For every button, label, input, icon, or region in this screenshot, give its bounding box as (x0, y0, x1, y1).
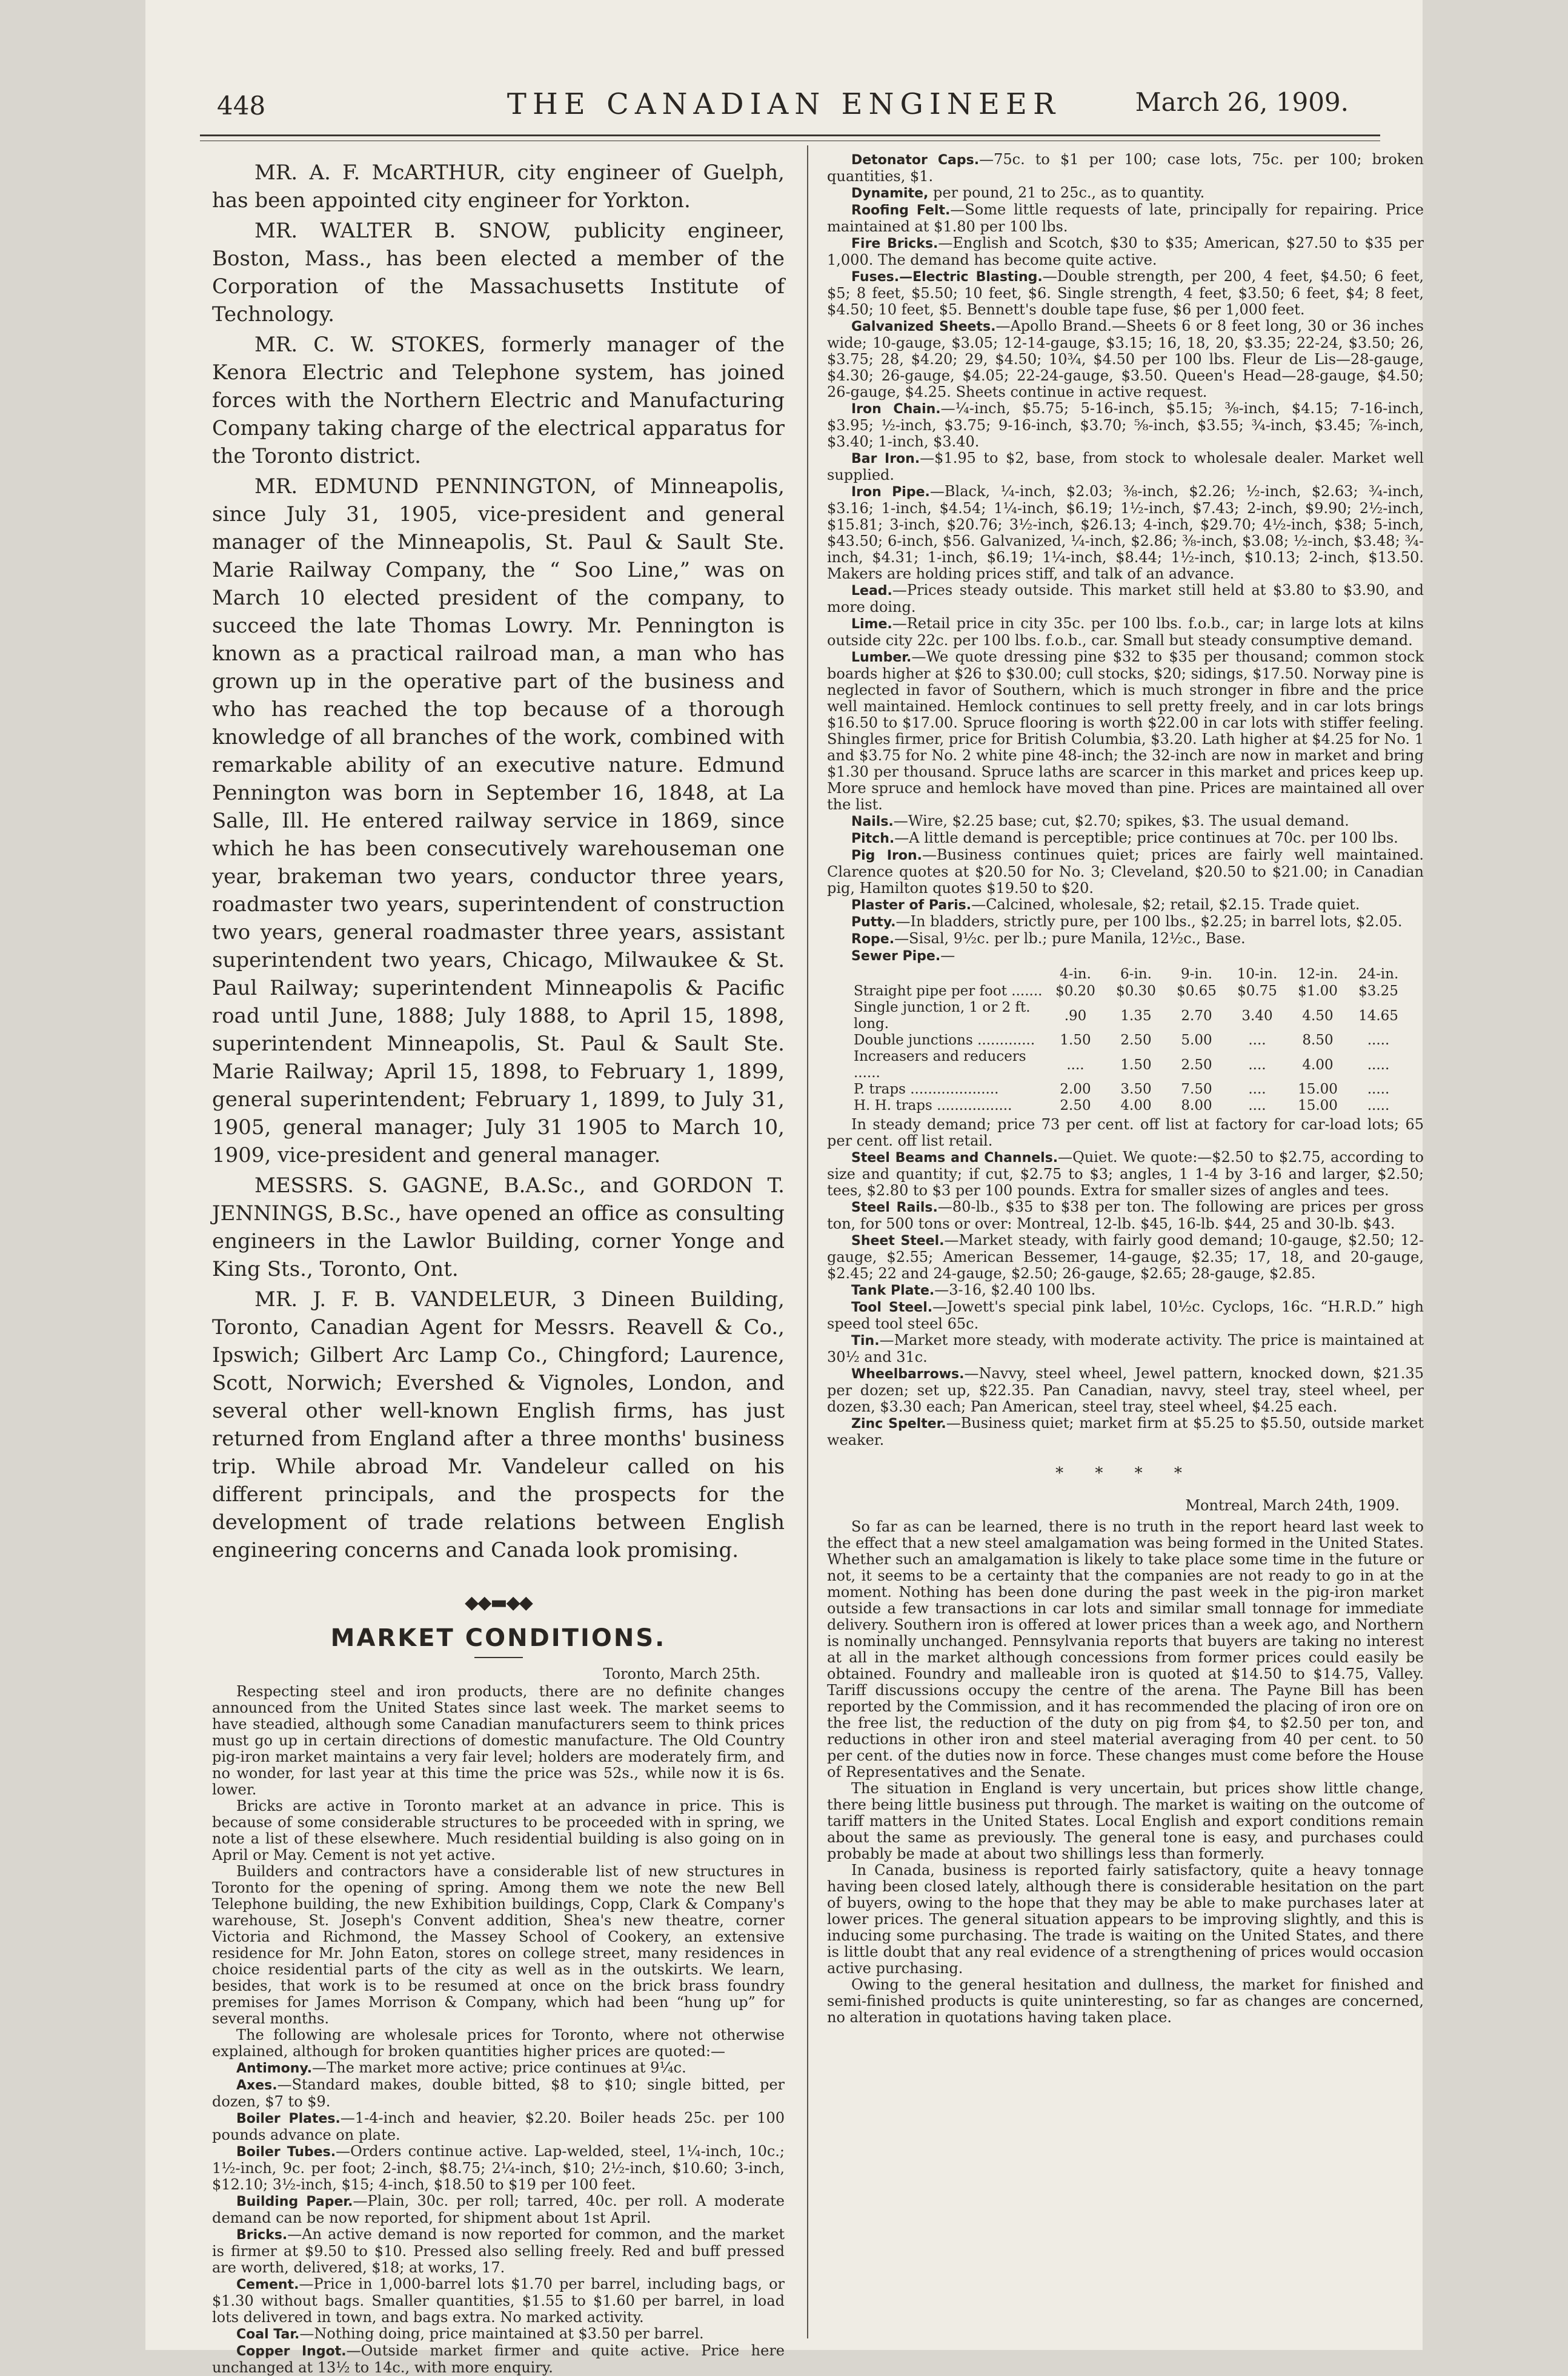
commodity-name: Lead. (851, 583, 892, 599)
pipe-item-name: Single junction, 1 or 2 ft. long. (854, 1000, 1031, 1032)
commodity-quote: —Jowett's special pink label, 10½c. Cyclops, 16c. “H.R.D.” high speed tool steel 65c. (827, 1298, 1424, 1332)
pipe-item-name: Straight pipe per foot ....... (854, 983, 1043, 999)
price-item (827, 1199, 1424, 1232)
price-item (212, 2226, 785, 2276)
left-column (212, 159, 785, 2376)
commodity-quote: —80-lb., $35 to $38 per ton. The following are prices per gross ton, for 500 tons or over: Montreal, 12-lb. $45, 16-lb. $44, 25 and 30-lb. $43. (827, 1198, 1424, 1232)
pipe-price: .90 (1064, 1007, 1087, 1024)
price-item (212, 2343, 785, 2376)
price-item (827, 931, 1424, 947)
commodity-name: Nails. (851, 814, 894, 829)
commodity-name: Rope. (851, 932, 895, 947)
paragraph: The situation in England is very uncertain, but prices show little change, there being little business put through. The market is waiting on the outcome of tariff matters in the United States. Local English and export conditions remain about the same as previously. The general tone is easy, and purchases could probably be made at about two shillings less than formerly. (827, 1780, 1424, 1862)
commodity-quote: —Retail price in city 35c. per 100 lbs. f.o.b., car; in large lots at kilns outside city 22c. per 100 lbs. f.o.b., car. Small but steady consumptive demand. (827, 615, 1424, 649)
price-item (827, 616, 1424, 649)
price-item (212, 2110, 785, 2143)
commodity-quote: — (940, 947, 955, 964)
journal-page (145, 0, 1424, 2376)
commodity-quote: —3-16, $2.40 100 lbs. (934, 1281, 1096, 1298)
commodity-quote: —Sisal, 9½c. per lb.; pure Manila, 12½c., Base. (894, 930, 1246, 947)
commodity-quote: —Double strength, per 200, 4 feet, $4.50; 6 feet, $5; 8 feet, $5.50; 10 feet, $6. Single strength, 4 feet, $3.50; 6 feet, $4; 8 feet, $4.50; 10 feet, $5. Bennett's double tape fuse, $6 per 1,000 feet. (827, 268, 1424, 318)
price-item (827, 1232, 1424, 1282)
commodity-name: Building Paper. (236, 2194, 353, 2209)
commodity-name: Antimony. (236, 2061, 313, 2076)
commodity-name: Iron Pipe. (851, 485, 930, 500)
price-item (827, 813, 1424, 830)
table-header-cell: 9-in. (1181, 966, 1212, 982)
commodity-quote: —Outside market firmer and quite active. Price here unchanged at 13½ to 14c., with more enquiry. (212, 2342, 785, 2376)
right-column (827, 151, 1424, 2026)
pipe-price: 15.00 (1298, 1098, 1338, 1113)
price-item (827, 1415, 1424, 1448)
commodity-name: Dynamite, (851, 186, 929, 201)
pipe-price: .... (1248, 1098, 1266, 1113)
table-row (851, 1000, 1409, 1032)
header-rule (200, 134, 1380, 136)
commodity-quote: —$1.95 to $2, base, from stock to wholesale dealer. Market well supplied. (827, 450, 1424, 483)
table-row (851, 1032, 1409, 1049)
paragraph: Owing to the general hesitation and dullness, the market for finished and semi-finished products is quite uninteresting, so far as changes are concerned, no alteration in quotations having taken place. (827, 1976, 1424, 2026)
price-item (827, 947, 1424, 964)
pipe-price: 2.50 (1120, 1032, 1152, 1048)
commodity-name: Fuses.—Electric Blasting. (851, 270, 1043, 285)
commodity-quote: —Some little requests of late, principally for repairing. Price maintained at $1.80 per 100 lbs. (827, 201, 1424, 235)
column-divider (807, 145, 808, 2338)
pipe-price: 7.50 (1181, 1081, 1212, 1097)
pipe-price: 1.35 (1120, 1007, 1152, 1024)
pipe-price: 2.00 (1060, 1081, 1091, 1097)
commodity-quote: —An active demand is now reported for common, and the market is firmer at $9.50 to $10. Pressed also selling freely. Red and buff pressed are worth, delivered, $18; at works, 17. (212, 2226, 785, 2276)
pipe-price: 2.70 (1181, 1007, 1212, 1024)
commodity-name: Lime. (851, 617, 892, 632)
pipe-price: 8.00 (1181, 1098, 1212, 1113)
commodity-quote: —English and Scotch, $30 to $35; American, $27.50 to $35 per 1,000. The demand has become quite active. (827, 234, 1424, 268)
price-item (827, 1332, 1424, 1366)
table-header-cell: 6-in. (1120, 966, 1152, 982)
price-item (212, 2143, 785, 2193)
price-item (212, 2326, 785, 2343)
commodity-name: Coal Tar. (236, 2327, 300, 2342)
table-header-cell: 24-in. (1358, 966, 1399, 982)
price-item (827, 847, 1424, 897)
commodity-name: Tool Steel. (851, 1300, 933, 1315)
commodity-name: Plaster of Paris. (851, 898, 972, 913)
pipe-price: ..... (1367, 1032, 1390, 1048)
pipe-price: .... (1248, 1081, 1266, 1097)
commodity-name: Galvanized Sheets. (851, 319, 996, 334)
commodity-name: Roofing Felt. (851, 203, 951, 218)
pipe-price: 1.50 (1060, 1032, 1091, 1048)
journal-title: THE CANADIAN ENGINEER (507, 87, 1061, 121)
section-separator: * * * * (1055, 1464, 1195, 1482)
pipe-price: 8.50 (1302, 1032, 1334, 1048)
commodity-quote: —Plain, 30c. per roll; tarred, 40c. per roll. A moderate demand can be now reported, for shipment about 1st April. (212, 2192, 785, 2226)
price-item (212, 2060, 785, 2077)
price-item (827, 151, 1424, 185)
commodity-quote: —Prices steady outside. This market still held at $3.80 to $3.90, and more doing. (827, 582, 1424, 616)
commodity-name: Wheelbarrows. (851, 1367, 965, 1382)
paragraph: Builders and contractors have a considerable list of new structures in Toronto for the opening of spring. Among them we note the new Bell Telephone building, the new Exhibition buildings, Copp, Clark & Company's warehouse, St. Joseph's Convent addition, Shea's new theatre, corner Victoria and Richmond, the Massey School of Cookery, an extensive residence for Mr. John Eaton, stores on college street, many residences in choice residential parts of the city as well as in the outskirts. We learn, besides, that work is to be resumed at once on the brick brass foundry premises for James Morrison & Company, which had been “hung up” for several months. (212, 1863, 785, 2027)
personal-item: MR. C. W. STOKES, formerly manager of the Kenora Electric and Telephone system, has joined forces with the Northern Electric and Manufacturing Company taking charge of the electrical apparatus for the Toronto district. (212, 333, 785, 468)
pipe-price: 14.65 (1358, 1007, 1398, 1024)
pipe-price: $0.75 (1237, 983, 1277, 999)
commodity-name: Copper Ingot. (236, 2344, 347, 2359)
commodity-name: Boiler Plates. (236, 2111, 341, 2126)
price-item (827, 483, 1424, 582)
pipe-price: ..... (1367, 1057, 1390, 1073)
commodity-quote: —We quote dressing pine $32 to $35 per thousand; common stock boards higher at $26 to $30.00; cull stocks, $20; sidings, $17.50. Norway pine is neglected in favor of Southern, which is much stronger in fibre and the price well maintained. Hemlock continues to sell pretty freely, and in car lots brings $16.50 to $17.00. Spruce flooring is worth $22.00 in car lots with stiffer feeling. Shingles firmer, price for British Columbia, $3.20. Lath higher at $4.25 for No. 1 and $3.75 for No. 2 white pine 48-inch; the 32-inch are now in market and bring $1.30 per thousand. Spruce laths are scarcer in this market and prices keep up. More spruce and hemlock have moved than pine. Prices are maintained all over the list. (827, 648, 1424, 813)
page-number: 448 (217, 91, 266, 121)
price-item (827, 1299, 1424, 1332)
personal-item: MR. A. F. McARTHUR, city engineer of Guelph, has been appointed city engineer for Yorkton. (212, 161, 785, 213)
paragraph: So far as can be learned, there is no truth in the report heard last week to the effect that a new steel amalgamation was being formed in the United States. Whether such an amalgamation is likely to take place some time in the future or not, it seems to be a certainty that the companies are not ready to go in at the moment. Nothing has been done during the past week in the pig-iron market outside a few transactions in car lots and similar small tonnage for immediate delivery. Southern iron is offered at lower prices than a week ago, and Northern is nominally unchanged. Pennsylvania reports that buyers are taking no interest at all in the market although concessions from former prices could easily be obtained. Foundry and malleable iron is quoted at $14.50 to $14.75, Valley. Tariff discussions occupy the centre of the arena. The Payne Bill has been reported by the Commission, and it has recommended the placing of iron ore on the free list, the reduction of the duty on pig from $4, to $2.50 per ton, and reductions in other iron and steel material averaging from 40 per cent. to 50 per cent. of the duties now in force. These changes must come before the House of Representatives and the Senate. (827, 1518, 1424, 1780)
commodity-quote: —Price in 1,000-barrel lots $1.70 per barrel, including bags, or $1.30 without bags. Smaller quantities, $1.55 to $1.60 per barrel, in load lots delivered in town, and bags extra. No marked activity. (212, 2275, 785, 2326)
pipe-price: 5.00 (1181, 1032, 1212, 1048)
commodity-quote: —Market steady, with fairly good demand; 10-gauge, $2.50; 12-gauge, $2.55; American Bessemer, 14-gauge, $2.35; 17, 18, and 20-gauge, $2.45; 22 and 24-gauge, $2.50; 26-gauge, $2.65; 28-gauge, $2.85. (827, 1232, 1424, 1282)
section-title: MARKET CONDITIONS. (330, 1624, 666, 1652)
pipe-price: $0.65 (1177, 983, 1217, 999)
pipe-item-name: P. traps .................... (854, 1081, 999, 1097)
price-item (827, 185, 1424, 202)
commodity-quote: —Navvy, steel wheel, Jewel pattern, knocked down, $21.35 per dozen; set up, $22.35. Pan Canadian, navvy, steel tray, steel wheel, per dozen, $3.30 each; Pan American, steel tray, steel wheel, $4.25 each. (827, 1365, 1424, 1415)
personal-item: MESSRS. S. GAGNE, B.A.Sc., and GORDON T. JENNINGS, B.Sc., have opened an office as consulting engineers in the Lawlor Building, corner Yonge and King Sts., Toronto, Ont. (212, 1173, 785, 1281)
pipe-price: 1.50 (1120, 1057, 1152, 1073)
paragraph: Respecting steel and iron products, there are no definite changes announced from the United States since last week. The market seems to have steadied, although some Canadian manufacturers seem to think prices must go up in certain directions of domestic manufacture. The Old Country pig-iron market maintains a very fair level; holders are moderately firm, and no wonder, for last year at this time the price was 52s., while now it is 6s. lower. (212, 1683, 785, 1798)
commodity-name: Boiler Tubes. (236, 2145, 336, 2160)
toronto-report (212, 1684, 785, 2376)
pipe-price: 4.00 (1302, 1057, 1334, 1073)
commodity-quote: —Wire, $2.25 base; cut, $2.70; spikes, $3. The usual demand. (893, 812, 1349, 829)
pipe-item-name: Double junctions ............. (854, 1032, 1035, 1048)
commodity-name: Pitch. (851, 831, 895, 846)
commodity-quote: —The market more active; price continues at 9¼c. (312, 2059, 686, 2076)
price-item (827, 202, 1424, 235)
commodity-quote: —Apollo Brand.—Sheets 6 or 8 feet long, 30 or 36 inches wide; 10-gauge, $3.05; 12-14-gauge, $3.15; 16, 18, 20, $3.35; 22-24, $3.50; 26, $3.75; 28, $4.20; 29, $4.50; 10¾, $4.50 per 100 lbs. Fleur de Lis—28-gauge, $4.30; 26-gauge, $4.05; 22-24-gauge, $3.50. Queen's Head—28-gauge, $4.50; 26-gauge, $4.25. Sheets continue in active request. (827, 317, 1424, 400)
table-header-cell: 4-in. (1060, 966, 1091, 982)
price-item (827, 235, 1424, 268)
pipe-item-name: Increasers and reducers ...... (854, 1049, 1026, 1081)
price-item (212, 2276, 785, 2326)
commodity-name: Steel Rails. (851, 1200, 938, 1215)
commodity-name: Sewer Pipe. (851, 949, 941, 964)
commodity-quote: —In bladders, strictly pure, per 100 lbs., $2.25; in barrel lots, $2.05. (895, 913, 1403, 930)
commodity-name: Lumber. (851, 650, 912, 665)
pipe-item-name: H. H. traps ................. (854, 1098, 1012, 1113)
paragraph: In Canada, business is reported fairly satisfactory, quite a heavy tonnage having been closed lately, although there is considerable hesitation on the part of buyers, owing to the hope that they may be able to make purchases later at lower prices. The general situation appears to be improving slightly, and this is inducing some purchasing. The trade is waiting on the United States, and there is little doubt that any real evidence of a strengthening of prices would occasion active purchasing. (827, 1862, 1424, 1977)
price-item (827, 1366, 1424, 1415)
price-item (827, 897, 1424, 914)
price-item (827, 318, 1424, 400)
commodity-quote: —Market more steady, with moderate activity. The price is maintained at 30½ and 31c. (827, 1332, 1424, 1366)
pipe-price: $0.20 (1055, 983, 1095, 999)
commodity-quote: —Black, ¼-inch, $2.03; ⅜-inch, $2.26; ½-inch, $2.63; ¾-inch, $3.16; 1-inch, $4.54; 1¼-inch, $6.19; 1½-inch, $7.43; 2-inch, $9.90; 2½-inch, $15.81; 3-inch, $20.76; 3½-inch, $26.13; 4-inch, $29.70; 4½-inch, $38; 5-inch, $43.50; 6-inch, $56. Galvanized, ¼-inch, $2.86; ⅜-inch, $3.08; ½-inch, $3.48; ¾-inch, $4.31; 1-inch, $6.19; 1¼-inch, $8.44; 1½-inch, $10.13; 2-inch, $13.50. Makers are holding prices stiff, and talk of an advance. (827, 483, 1424, 582)
table-row (851, 1081, 1409, 1098)
pipe-price: 15.00 (1298, 1081, 1338, 1097)
issue-date: March 26, 1909. (1135, 87, 1349, 117)
commodity-name: Bar Iron. (851, 451, 920, 466)
commodity-quote: —Nothing doing, price maintained at $3.50 per barrel. (299, 2325, 704, 2342)
paragraph: The following are wholesale prices for Toronto, where not otherwise explained, although for broken quantities higher prices are quoted:— (212, 2026, 785, 2060)
pipe-price: 3.50 (1120, 1081, 1152, 1097)
table-row (851, 1098, 1409, 1114)
table-header-cell: 10-in. (1237, 966, 1278, 982)
commodity-quote: —Orders continue active. Lap-welded, steel, 1¼-inch, 10c.; 1½-inch, 9c. per foot; 2-inch, $8.75; 2¼-inch, $10; 2½-inch, $10.60; 3-inch, $12.10; 3½-inch, $15; 4-inch, $18.50 to $19 per 100 feet. (212, 2143, 785, 2193)
commodity-name: Bricks. (236, 2228, 288, 2243)
commodity-name: Putty. (851, 915, 896, 930)
commodity-quote: —Quiet. We quote:—$2.50 to $2.75, according to size and quantity; if cut, $2.75 to $3; angles, 1 1-4 by 3-16 and larger, $2.50; tees, $2.80 to $3 per 100 pounds. Extra for smaller sizes of angles and tees. (827, 1149, 1424, 1199)
commodity-name: Sheet Steel. (851, 1233, 945, 1249)
commodity-name: Iron Chain. (851, 402, 941, 417)
section-ornament: ◆◆▬◆◆ (465, 1592, 532, 1613)
personal-item: MR. J. F. B. VANDELEUR, 3 Dineen Building, Toronto, Canadian Agent for Messrs. Reavell & Co., Ipswich; Gilbert Arc Lamp Co., Chingford; Laurence, Scott, Norwich; Evershed & Vignoles, London, and several other well-known English firms, has just returned from England after a three months' business trip. While abroad Mr. Vandeleur called on his different principals, and the prospects for the development of trade relations between English engineering concerns and Canada look promising. (212, 1287, 785, 1562)
pipe-price: .... (1248, 1032, 1266, 1048)
commodity-quote: —A little demand is perceptible; price continues at 70c. per 100 lbs. (894, 829, 1398, 846)
commodity-quote: per pound, 21 to 25c., as to quantity. (928, 184, 1205, 201)
commodity-name: Detonator Caps. (851, 153, 980, 168)
sewer-pipe-note: In steady demand; price 73 per cent. off list at factory for car-load lots; 65 per cent. off list retail. (827, 1116, 1424, 1149)
commodity-quote: —Business continues quiet; prices are fairly well maintained. Clarence quotes at $20.50 for No. 3; Cleveland, $20.50 to $21.00; in Canadian pig, Hamilton quotes $19.50 to $20. (827, 846, 1424, 897)
commodity-name: Steel Beams and Channels. (851, 1150, 1058, 1166)
commodity-quote: —Standard makes, double bitted, $8 to $10; single bitted, per dozen, $7 to $9. (212, 2076, 785, 2110)
commodity-name: Pig Iron. (851, 848, 922, 863)
commodity-quote: —Business quiet; market firm at $5.25 to $5.50, outside market weaker. (827, 1415, 1424, 1448)
commodity-name: Zinc Spelter. (851, 1416, 946, 1432)
table-header-cell: 12-in. (1297, 966, 1338, 982)
dateline-montreal: Montreal, March 24th, 1909. (1185, 1497, 1400, 1514)
pipe-price: $0.30 (1116, 983, 1156, 999)
pipe-price: .... (1066, 1057, 1085, 1073)
pipe-price: 4.00 (1120, 1098, 1152, 1113)
commodity-name: Axes. (236, 2078, 277, 2093)
pipe-price: 4.50 (1302, 1007, 1334, 1024)
price-item (212, 2077, 785, 2110)
commodity-name: Tin. (851, 1333, 880, 1349)
commodity-name: Tank Plate. (851, 1283, 935, 1298)
sewer-pipe-table (851, 966, 1409, 1114)
title-rule (474, 1657, 523, 1658)
pipe-price: 2.50 (1181, 1057, 1212, 1073)
dateline-toronto: Toronto, March 25th. (603, 1665, 760, 1682)
price-item (827, 582, 1424, 616)
table-row (851, 1049, 1409, 1081)
pipe-price: 3.40 (1241, 1007, 1273, 1024)
pipe-price: 2.50 (1060, 1098, 1091, 1113)
personal-item: MR. EDMUND PENNINGTON, of Minneapolis, since July 31, 1905, vice-president and general manager of the Minneapolis, St. Paul & Sault Ste. Marie Railway Company, the “ Soo Line,” was on March 10 elected president of the company, to succeed the late Thomas Lowry. Mr. Pennington is known as a practical railroad man, a man who has grown up in the operative part of the business and who has reached the top because of a thorough knowledge of all branches of the work, combined with remarkable ability of an executive nature. Edmund Pennington was born in September 16, 1848, at La Salle, Ill. He entered railway service in 1869, since which he has been consecutively warehouseman one year, brakeman two years, conductor three years, roadmaster two years, superintendent of construction two years, general roadmaster three years, assistant superintendent two years, Chicago, Milwaukee & St. Paul Railway; superintendent Minneapolis & Pacific road until June, 1888; July 1888, to April 15, 1898, superintendent Minneapolis, St. Paul & Sault Ste. Marie Railway; April 15, 1898, to February 1, 1899, general superintendent; February 1, 1899, to July 31, 1905, general manager; July 31 1905 to March 10, 1909, vice-president and general manager. (212, 474, 785, 1167)
paragraph: Bricks are active in Toronto market at an advance in price. This is because of some considerable structures to be proceeded with in spring, we note a list of these elsewhere. Much residential building is also going on in April or May. Cement is not yet active. (212, 1797, 785, 1863)
pipe-price: ..... (1367, 1098, 1390, 1113)
commodity-name: Cement. (236, 2277, 299, 2292)
price-item (827, 1149, 1424, 1199)
commodity-name: Fire Bricks. (851, 236, 938, 251)
price-item (827, 914, 1424, 931)
price-item (827, 400, 1424, 450)
table-row (851, 983, 1409, 1000)
pipe-price: ..... (1367, 1081, 1390, 1097)
personal-item: MR. WALTER B. SNOW, publicity engineer, Boston, Mass., has been elected a member of the Corporation of the Massachusetts Institute of Technology. (212, 219, 785, 327)
pipe-price: $1.00 (1298, 983, 1338, 999)
price-item (827, 1282, 1424, 1299)
page-header (145, 85, 1423, 127)
commodity-quote: —75c. to $1 per 100; case lots, 75c. per 100; broken quantities, $1. (827, 151, 1424, 185)
commodity-quote: —1-4-inch and heavier, $2.20. Boiler heads 25c. per 100 pounds advance on plate. (212, 2109, 785, 2143)
price-item (212, 2193, 785, 2226)
price-item (827, 830, 1424, 847)
commodity-quote: —¼-inch, $5.75; 5-16-inch, $5.15; ⅜-inch, $4.15; 7-16-inch, $3.95; ½-inch, $3.75; 9-16-inch, $3.70; ⅝-inch, $3.55; ¾-inch, $3.45; ⅞-inch, $3.40; 1-inch, $3.40. (827, 400, 1424, 450)
pipe-price: .... (1248, 1057, 1266, 1073)
pipe-price: $3.25 (1358, 983, 1398, 999)
commodity-quote: —Calcined, wholesale, $2; retail, $2.15. Trade quiet. (971, 896, 1360, 913)
price-item (827, 450, 1424, 483)
table-header-cell (851, 966, 1045, 983)
price-item (827, 649, 1424, 813)
price-item (827, 268, 1424, 318)
